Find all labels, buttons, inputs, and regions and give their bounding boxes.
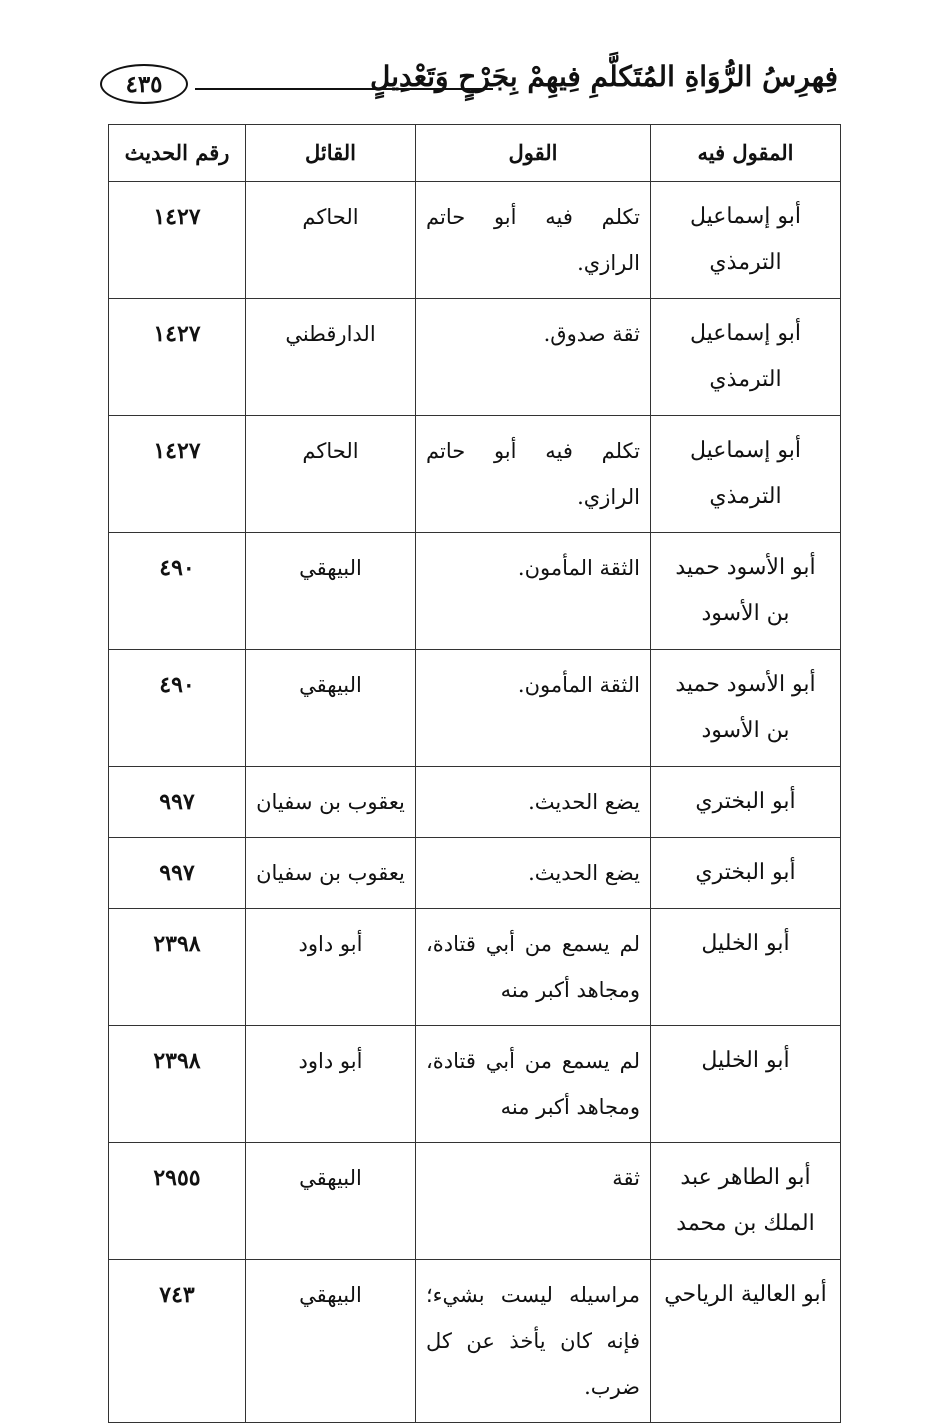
cell-speaker: البيهقي	[246, 1260, 416, 1423]
cell-subject: أبو العالية الرياحي	[651, 1260, 841, 1423]
column-header-saying: القول	[416, 125, 651, 182]
cell-subject: أبو الأسود حميد بن الأسود	[651, 650, 841, 767]
cell-saying: ثقة صدوق.	[416, 299, 651, 416]
cell-speaker: الدارقطني	[246, 299, 416, 416]
header-rule	[195, 88, 493, 90]
page-number: ٤٣٥	[100, 64, 188, 104]
cell-speaker: البيهقي	[246, 650, 416, 767]
cell-saying: لم يسمع من أبي قتادة، ومجاهد أكبر منه	[416, 1026, 651, 1143]
cell-subject: أبو إسماعيل الترمذي	[651, 182, 841, 299]
cell-subject: أبو الطاهر عبد الملك بن محمد	[651, 1143, 841, 1260]
cell-subject: أبو إسماعيل الترمذي	[651, 416, 841, 533]
cell-saying: مراسيله ليست بشيء؛ فإنه كان يأخذ عن كل ضرب.	[416, 1260, 651, 1423]
cell-hadith-number: ١٤٢٧	[109, 299, 246, 416]
cell-hadith-number: ١٤٢٧	[109, 416, 246, 533]
cell-hadith-number: ١٤٢٧	[109, 182, 246, 299]
table-row	[109, 416, 841, 533]
cell-saying: تكلم فيه أبو حاتم الرازي.	[416, 182, 651, 299]
cell-subject: أبو إسماعيل الترمذي	[651, 299, 841, 416]
cell-saying: الثقة المأمون.	[416, 533, 651, 650]
column-header-subject: المقول فيه	[651, 125, 841, 182]
table-header-row	[109, 125, 841, 182]
cell-speaker: أبو داود	[246, 909, 416, 1026]
table-row	[109, 533, 841, 650]
cell-saying: يضع الحديث.	[416, 767, 651, 838]
cell-speaker: يعقوب بن سفيان	[246, 838, 416, 909]
cell-saying: ثقة	[416, 1143, 651, 1260]
cell-speaker: الحاكم	[246, 182, 416, 299]
running-title: فِهرِسُ الرُّوَاةِ المُتَكلَّمِ فِيهِمْ بِجَرْحٍ وَتَعْدِيلٍ	[370, 60, 838, 93]
cell-hadith-number: ٩٩٧	[109, 838, 246, 909]
cell-saying: يضع الحديث.	[416, 838, 651, 909]
table-row	[109, 1143, 841, 1260]
cell-hadith-number: ٤٩٠	[109, 533, 246, 650]
cell-subject: أبو الخليل	[651, 909, 841, 1026]
cell-speaker: البيهقي	[246, 533, 416, 650]
cell-subject: أبو البختري	[651, 767, 841, 838]
table-row	[109, 650, 841, 767]
column-header-hadith-number: رقم الحديث	[109, 125, 246, 182]
cell-hadith-number: ٧٤٣	[109, 1260, 246, 1423]
narrators-table-container	[108, 124, 840, 1423]
cell-saying: لم يسمع من أبي قتادة، ومجاهد أكبر منه	[416, 909, 651, 1026]
table-row	[109, 838, 841, 909]
narrators-table	[108, 124, 841, 1423]
cell-speaker: البيهقي	[246, 1143, 416, 1260]
cell-speaker: يعقوب بن سفيان	[246, 767, 416, 838]
column-header-speaker: القائل	[246, 125, 416, 182]
cell-subject: أبو الخليل	[651, 1026, 841, 1143]
cell-subject: أبو البختري	[651, 838, 841, 909]
cell-saying: تكلم فيه أبو حاتم الرازي.	[416, 416, 651, 533]
table-row	[109, 299, 841, 416]
cell-saying: الثقة المأمون.	[416, 650, 651, 767]
table-row	[109, 182, 841, 299]
cell-hadith-number: ٤٩٠	[109, 650, 246, 767]
cell-subject: أبو الأسود حميد بن الأسود	[651, 533, 841, 650]
cell-speaker: أبو داود	[246, 1026, 416, 1143]
cell-hadith-number: ٢٣٩٨	[109, 909, 246, 1026]
table-row	[109, 1026, 841, 1143]
table-row	[109, 767, 841, 838]
cell-speaker: الحاكم	[246, 416, 416, 533]
table-row	[109, 909, 841, 1026]
cell-hadith-number: ٩٩٧	[109, 767, 246, 838]
cell-hadith-number: ٢٩٥٥	[109, 1143, 246, 1260]
table-row	[109, 1260, 841, 1423]
cell-hadith-number: ٢٣٩٨	[109, 1026, 246, 1143]
page-header	[100, 58, 838, 114]
